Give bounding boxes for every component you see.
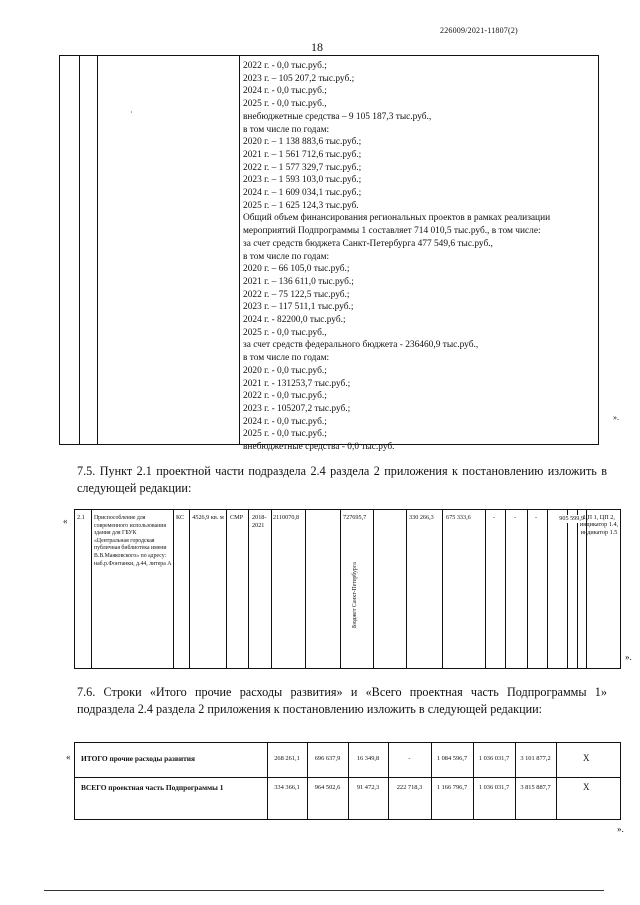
totals-value: 16 349,8: [356, 755, 380, 762]
table-column-divider: [406, 510, 407, 668]
financing-text: [243, 60, 550, 454]
totals-value: 1 036 031,7: [478, 755, 510, 762]
financing-line: 2020 г. – 1 138 883,6 тыс.руб.;: [243, 137, 362, 148]
table-column-divider: [527, 510, 528, 668]
page-bottom-rule: [44, 890, 604, 891]
table-column-divider: [271, 510, 272, 668]
table-column-divider: [340, 510, 341, 668]
financing-line: 2025 г. - 0,0 тыс.руб.,: [243, 99, 327, 110]
financing-line: 2021 г. – 136 611,0 тыс.руб.;: [243, 276, 354, 287]
financing-line: 2025 г. – 1 625 124,3 тыс.руб.: [243, 200, 359, 211]
financing-line: 2025 г. - 0,0 тыс.руб.,: [243, 327, 327, 338]
paragraph-7-5: 7.5. Пункт 2.1 проектной части подраздела 2.4 раздела 2 приложения к постановлению изложить в следующей редакции:: [77, 464, 607, 495]
financing-line: внебюджетные средства - 0,0 тыс.руб.: [243, 442, 395, 453]
financing-line: мероприятий Подпрограммы 1 составляет 714 010,5 тыс.руб., в том числе:: [243, 226, 541, 237]
totals-value: 334 366,1: [274, 784, 300, 791]
financing-line: 2023 г. – 105 207,2 тыс.руб.;: [243, 73, 355, 84]
financing-line: 2022 г. - 0,0 тыс.руб.;: [243, 61, 327, 71]
closing-mark: ».: [613, 413, 619, 422]
value-cell: -: [535, 514, 538, 521]
financing-line: 2022 г. – 1 577 329,7 тыс.руб.;: [243, 162, 362, 173]
close-quote: ».: [617, 824, 624, 834]
table-column-divider: [373, 510, 374, 668]
totals-value: 222 718,3: [396, 784, 423, 791]
financing-line: 2024 г. - 0,0 тыс.руб.;: [243, 86, 327, 97]
financing-line: за счет средств бюджета Санкт-Петербурга 477 549,6 тыс.руб.,: [243, 238, 493, 249]
totals-value: 1 036 031,7: [478, 784, 510, 791]
open-quote: «: [63, 516, 68, 526]
totals-value: 3 815 887,7: [520, 784, 551, 791]
financing-line: 2024 г. – 1 609 034,1 тыс.руб.;: [243, 188, 362, 199]
value-cell: -: [493, 514, 496, 521]
table-column-divider: [567, 510, 568, 668]
totals-value: 3 101 877,2: [520, 755, 551, 762]
financing-line: 2023 г. – 117 511,1 тыс.руб.;: [243, 302, 354, 313]
scan-dot: ·: [130, 108, 133, 117]
totals-row-label: ИТОГО прочие расходы развития: [81, 754, 196, 763]
value-cell: 330 266,3: [409, 514, 434, 521]
row-number: 2.1: [77, 514, 85, 521]
page-number: 18: [311, 40, 323, 54]
table-column-divider: [305, 510, 306, 668]
financing-line: 2022 г. – 75 122,5 тыс.руб.;: [243, 289, 350, 300]
totals-value: 964 502,6: [314, 784, 341, 791]
totals-value: -: [408, 755, 411, 762]
table-column: [98, 56, 240, 444]
estimated-cost: 2110070,8: [273, 514, 300, 521]
totals-value: 1 084 596,7: [436, 755, 468, 762]
table-column: [60, 56, 80, 444]
financing-line: в том числе по годам:: [243, 124, 330, 135]
close-quote: ».: [625, 652, 632, 662]
open-quote: «: [66, 752, 71, 762]
financing-line: за счет средств федерального бюджета - 236460,9 тыс.руб.,: [243, 340, 479, 351]
table-column-divider: [226, 510, 227, 668]
financing-line: 2025 г. - 0,0 тыс.руб.;: [243, 429, 327, 440]
totals-x-mark: Х: [583, 753, 590, 763]
financing-line: внебюджетные средства – 9 105 187,3 тыс.руб.,: [243, 111, 432, 122]
table-column-divider: [547, 510, 548, 668]
totals-table: [74, 742, 621, 820]
table-column-divider: [248, 510, 249, 668]
financing-line: 2020 г. – 66 105,0 тыс.руб.;: [243, 264, 350, 275]
financing-line: 2021 г. - 131253,7 тыс.руб.;: [243, 378, 351, 389]
document-id: 226009/2021-11807(2): [440, 26, 518, 35]
project-table: [74, 509, 621, 669]
value-cell: 727695,7: [343, 514, 367, 521]
total-cell: 905 599,9: [551, 515, 584, 523]
financing-line: 2023 г. - 105207,2 тыс.руб.;: [243, 403, 351, 414]
table-column-divider: [485, 510, 486, 668]
value-cell: 675 333,6: [446, 514, 471, 521]
financing-line: Общий объем финансирования региональных проектов в рамках реализации: [243, 213, 551, 224]
targets-notes: ЦП 1, ЦП 2, индикатор 1.4, индикатор 1.5: [579, 514, 619, 536]
totals-row-label: ВСЕГО проектная часть Подпрограммы 1: [81, 783, 224, 792]
paragraph-7-6: 7.6. Строки «Итого прочие расходы развития» и «Всего проектная часть Подпрограммы 1» подраздела 2.4 раздела 2 приложения к постановлению изложить в следующей редакции:: [77, 685, 607, 716]
object-capacity: 4526,9 кв. м: [192, 514, 224, 521]
table-column-divider: [173, 510, 174, 668]
table-column: [80, 56, 98, 444]
totals-value: 268 261,1: [274, 755, 300, 762]
totals-x-mark: Х: [583, 782, 590, 792]
object-name: Приспособление для современного использования здания для ГБУК «Центральная городская публичная библиотека имени В.В.Маяковского» по адресу: наб.р.Фонтанки, д.44, литера А: [94, 515, 172, 567]
financing-line: 2024 г. - 82200,0 тыс.руб.;: [243, 315, 346, 326]
work-type: СМР: [230, 514, 244, 521]
funding-source: Бюджет Санкт-Петербурга: [352, 562, 358, 628]
table-column-divider: [442, 510, 443, 668]
financing-table: [59, 55, 599, 453]
financing-line: 2024 г. - 0,0 тыс.руб.;: [243, 416, 327, 427]
table-column-divider: [505, 510, 506, 668]
financing-line: 2021 г. – 1 561 712,6 тыс.руб.;: [243, 149, 362, 160]
totals-value: 1 166 796,7: [436, 784, 468, 791]
table-column-divider: [189, 510, 190, 668]
totals-value: 696 637,9: [314, 755, 341, 762]
financing-line: 2022 г. - 0,0 тыс.руб.;: [243, 391, 327, 402]
table-column-divider: [91, 510, 92, 668]
work-period: 2018-2021: [252, 514, 267, 529]
financing-line: 2023 г. – 1 593 103,0 тыс.руб.;: [243, 175, 362, 186]
table-column-divider: [556, 743, 557, 819]
totals-value: 91 472,3: [356, 784, 380, 791]
financing-line: 2020 г. - 0,0 тыс.руб.;: [243, 365, 327, 376]
financing-line: в том числе по годам:: [243, 251, 330, 262]
object-type: КС: [176, 514, 185, 521]
financing-line: в том числе по годам:: [243, 353, 330, 364]
value-cell: -: [514, 514, 517, 521]
